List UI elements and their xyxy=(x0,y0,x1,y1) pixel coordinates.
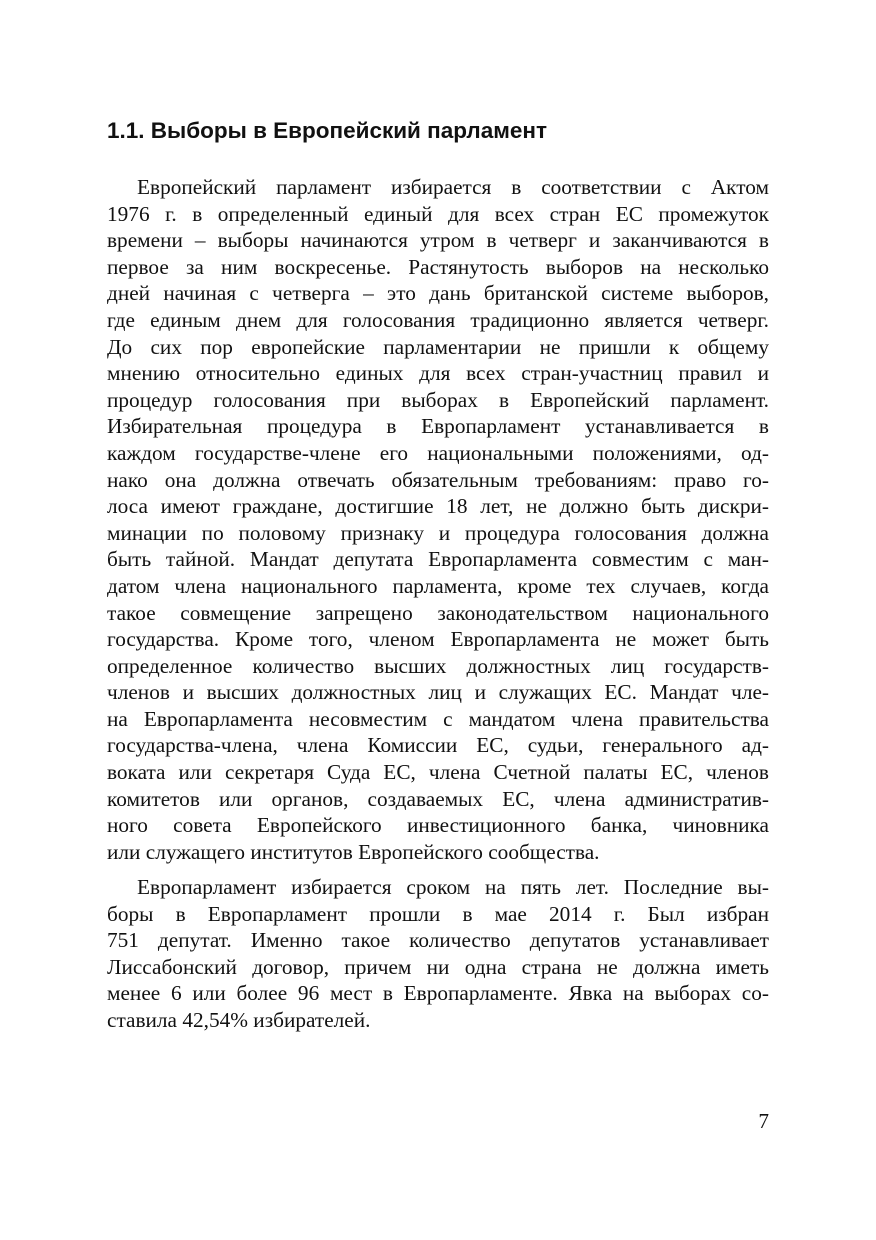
body-paragraph-1 xyxy=(107,174,769,865)
text-line: определенное количество высших должностных лиц государств- xyxy=(107,653,769,678)
text-line: датом члена национального парламента, кроме тех случаев, когда xyxy=(107,573,769,598)
text-line: каждом государстве-члене его национальными положениями, од- xyxy=(107,440,769,465)
text-line: такое совмещение запрещено законодательством национального xyxy=(107,600,769,625)
text-line: нако она должна отвечать обязательным требованиям: право го- xyxy=(107,467,769,492)
body-paragraph-2 xyxy=(107,874,769,1034)
text-line: Лиссабонский договор, причем ни одна страна не должна иметь xyxy=(107,954,769,979)
text-line: дней начиная с четверга – это дань британской системе выборов, xyxy=(107,281,769,306)
text-line: До сих пор европейские парламентарии не пришли к общему xyxy=(107,334,769,359)
page-number: 7 xyxy=(758,1109,769,1133)
text-line: времени – выборы начинаются утром в четверг и заканчиваются в xyxy=(107,228,769,253)
text-line: или служащего институтов Европейского сообщества. xyxy=(107,839,600,864)
text-line: на Европарламента несовместим с мандатом члена правительства xyxy=(107,706,769,731)
text-line: 751 депутат. Именно такое количество депутатов устанавливает xyxy=(107,928,769,953)
text-line: процедур голосования при выборах в Европейский парламент. xyxy=(107,387,769,412)
text-line: Избирательная процедура в Европарламент устанавливается в xyxy=(107,414,769,439)
text-line: лоса имеют граждане, достигшие 18 лет, не должно быть дискри- xyxy=(107,494,769,519)
text-line: боры в Европарламент прошли в мае 2014 г. Был избран xyxy=(107,901,769,926)
text-line: первое за ним воскресенье. Растянутость выборов на несколько xyxy=(107,254,769,279)
text-line: минации по половому признаку и процедура голосования должна xyxy=(107,520,769,545)
text-line: государства-члена, члена Комиссии ЕС, судьи, генерального ад- xyxy=(107,733,769,758)
text-line: мнению относительно единых для всех стран-участниц правил и xyxy=(107,361,769,386)
text-line: ставила 42,54% избирателей. xyxy=(107,1007,371,1032)
text-line: 1976 г. в определенный единый для всех стран ЕС промежуток xyxy=(107,201,769,226)
text-line: где единым днем для голосования традиционно является четверг. xyxy=(107,307,769,332)
text-line: государства. Кроме того, членом Европарламента не может быть xyxy=(107,627,769,652)
section-heading: 1.1. Выборы в Европейский парламент xyxy=(107,118,547,143)
text-line: быть тайной. Мандат депутата Европарламента совместим с ман- xyxy=(107,547,769,572)
text-line: воката или секретаря Суда ЕС, члена Счетной палаты ЕС, членов xyxy=(107,760,769,785)
text-line: членов и высших должностных лиц и служащих ЕС. Мандат чле- xyxy=(107,680,769,705)
text-line: менее 6 или более 96 мест в Европарламенте. Явка на выборах со- xyxy=(107,981,769,1006)
text-line: Европейский парламент избирается в соответствии с Актом xyxy=(137,175,769,199)
text-line: ного совета Европейского инвестиционного банка, чиновника xyxy=(107,813,769,838)
text-line: Европарламент избирается сроком на пять лет. Последние вы- xyxy=(137,875,769,899)
text-line: комитетов или органов, создаваемых ЕС, члена административ- xyxy=(107,786,769,811)
